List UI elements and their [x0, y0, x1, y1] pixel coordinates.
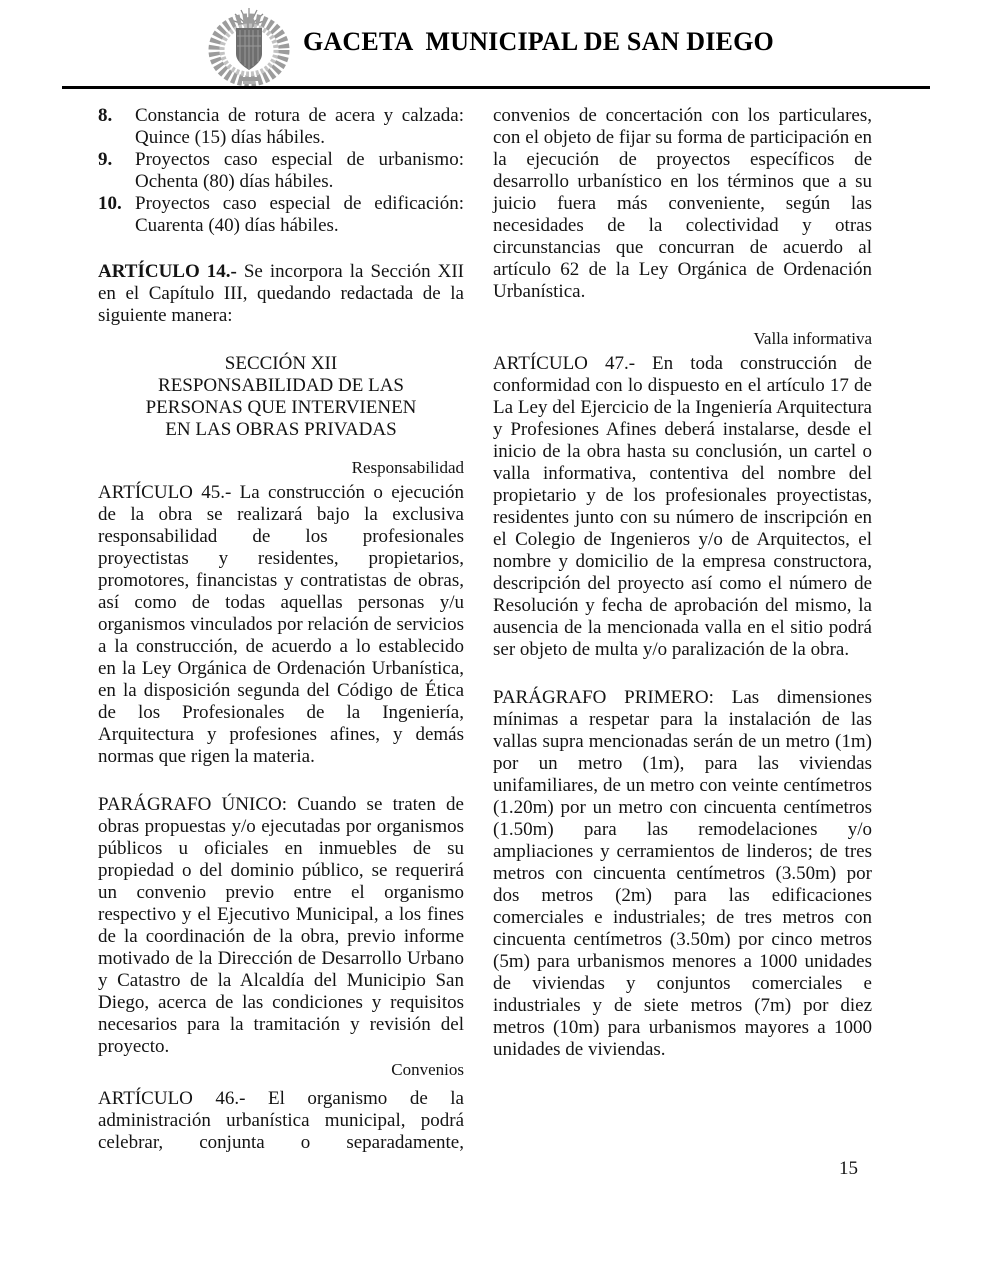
list-item-number: 10.	[98, 193, 122, 214]
page-number: 15	[839, 1158, 858, 1179]
section-heading	[98, 353, 464, 441]
list-item-number: 8.	[98, 105, 113, 126]
section-heading-line: RESPONSABILIDAD DE LAS	[158, 375, 404, 396]
list-item	[98, 193, 464, 237]
list-item-text: Proyectos caso especial de edificación: Cuarenta (40) días hábiles.	[135, 193, 464, 236]
articulo-46-continuation-paragraph: convenios de concertación con los particulares, con el objeto de fijar su forma de participación en la ejecución de proyectos específicos de desarrollo urbanístico en los términos que a su juicio fuera más conveniente, según las necesidades de la colectividad y otras circunstancias que concurran de acuerdo al artículo 62 de la Ley Orgánica de Ordenación Urbanística.	[493, 105, 872, 302]
left-column	[98, 99, 464, 1154]
section-heading-line: SECCIÓN XII	[224, 353, 338, 374]
list-item-text: Proyectos caso especial de urbanismo: Ochenta (80) días hábiles.	[135, 149, 464, 192]
list-item-number: 9.	[98, 149, 113, 170]
margin-label-convenios: Convenios	[391, 1060, 464, 1079]
articulo-14-lead: ARTÍCULO 14.-	[98, 261, 237, 282]
list-item	[98, 149, 464, 193]
articulo-14-text: Se incorpora la Sección XII en el Capítulo III, quedando redactada de la siguiente manera:	[98, 261, 464, 326]
list-item-text: Constancia de rotura de acera y calzada: Quince (15) días hábiles.	[135, 105, 464, 148]
articulo-46-paragraph: ARTÍCULO 46.- El organismo de la administración urbanística municipal, podrá celebrar, conjunta o separadamente,	[98, 1088, 464, 1153]
list-item	[98, 105, 464, 149]
paragrafo-unico-paragraph: PARÁGRAFO ÚNICO: Cuando se traten de obras propuestas y/o ejecutadas por organismos públicos u oficiales en inmuebles de su propiedad o del dominio público, se requerirá un convenio previo entre el organismo respectivo y el Ejecutivo Municipal, a los fines de la coordinación de la obra, previo informe motivado de la Dirección de Desarrollo Urbano y Catastro de la Alcaldía del Municipio San Diego, acerca de las condiciones y requisitos necesarios para la tramitación y revisión del proyecto.	[98, 794, 464, 1057]
articulo-14-paragraph	[98, 261, 464, 327]
municipal-seal-icon	[205, 6, 293, 86]
paragrafo-primero-paragraph: PARÁGRAFO PRIMERO: Las dimensiones mínimas a respetar para la instalación de las vallas supra mencionadas serán de un metro (1m) por un metro (1m), para las viviendas unifamiliares, de un metro con veinte centímetros (1.20m) por un metro con cincuenta centímetros (1.50m) para las remodelaciones y/o ampliaciones y cerramientos de linderos; de tres metros con cincuenta centímetros (3.50m) por dos metros (2m) para las edificaciones comerciales e industriales; de tres metros con cincuenta centímetros (3.50m) por cinco metros (5m) para urbanismos menores a 1000 unidades de viviendas y conjuntos comerciales e industriales y de siete metros (7m) por diez metros (10m) para urbanismos mayores a 1000 unidades de viviendas.	[493, 687, 872, 1060]
section-heading-line: EN LAS OBRAS PRIVADAS	[165, 419, 397, 440]
margin-label-valla-informativa: Valla informativa	[753, 329, 872, 348]
page-title: GACETA MUNICIPAL DE SAN DIEGO	[303, 27, 774, 56]
section-heading-line: PERSONAS QUE INTERVIENEN	[145, 397, 417, 418]
right-column	[493, 99, 872, 1061]
articulo-47-paragraph: ARTÍCULO 47.- En toda construcción de conformidad con lo dispuesto en el artículo 17 de La Ley del Ejercicio de la Ingeniería Arquitectura y Profesiones Afines deberá instalarse, desde el inicio de la obra hasta su conclusión, un cartel o valla informativa, contentiva del nombre del propietario y de los profesionales proyectistas, residentes junto con su número de inscripción en el Colegio de Ingenieros y/o de Arquitectos, el nombre y domicilio de la empresa constructora, descripción del proyecto así como el número de Resolución y fecha de aprobación del mismo, la ausencia de la mencionada valla en el sitio podrá ser objeto de multa y/o paralización de la obra.	[493, 353, 872, 660]
margin-label-responsabilidad: Responsabilidad	[351, 458, 464, 477]
header-divider	[62, 86, 930, 89]
articulo-45-paragraph: ARTÍCULO 45.- La construcción o ejecución de la obra se realizará bajo la exclusiva responsabilidad de los profesionales proyectistas y residentes, propietarios, promotores, financistas y contratistas de obras, así como de todas aquellas personas y/u organismos vinculados por relación de servicios a la construcción, de acuerdo a lo establecido en la Ley Orgánica de Ordenación Urbanística, en la disposición segunda del Código de Ética de los Profesionales de la Ingeniería, Arquitectura y profesiones afines, y demás normas que rigen la materia.	[98, 482, 464, 767]
